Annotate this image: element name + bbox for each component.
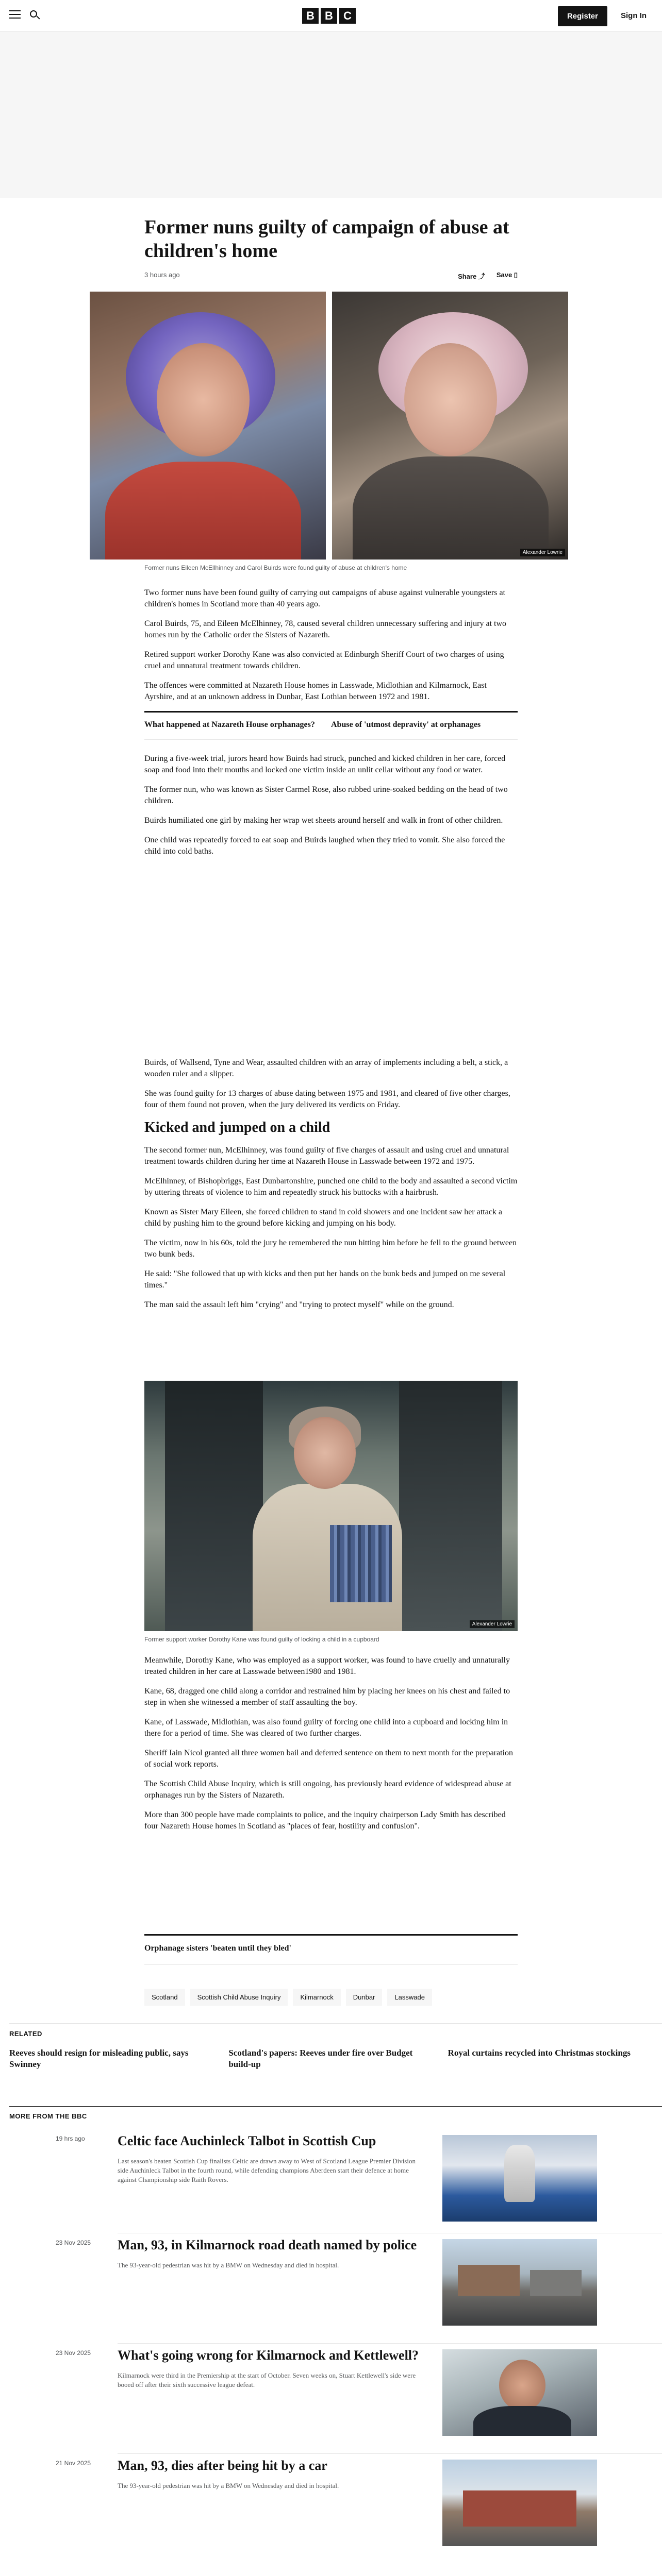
inline-image: [144, 1381, 518, 1643]
bookmark-icon: ▯: [514, 271, 518, 279]
article-header: [144, 215, 518, 281]
advert-slot: [0, 32, 662, 198]
list-item[interactable]: 23 Nov 2025 Man, 93, in Kilmarnock road death named by police The 93-year-old pedestrian was hit by a BMW on Wednesday and died in hospital.: [56, 2239, 643, 2315]
related-item[interactable]: Royal curtains recycled into Christmas stockings: [448, 2048, 631, 2058]
tag[interactable]: Lasswade: [387, 1989, 432, 2006]
article-body-3: Meanwhile, Dorothy Kane, who was employed as a support worker, was found to have cruelly and unnaturally treated children in her care at Lasswade between1980 and 1981. Kane, 68, dragged one child along a corridor and restrained him by placing her knees on his chest and failed to step in when she witnessed a member of staff assaulting the boy. Kane, of Lasswade, Midlothian, was also found guilty of forcing one child into a cupboard and locking him in there for a period of time. She was cleared of two further charges. Sheriff Iain Nicol granted all three women bail and deferred sentence on them to next month for the preparation of social work reports. The Scottish Child Abuse Inquiry, which is still ongoing, has previously heard evidence of widespread abuse at orphanages run by the Sisters of Nazareth. More than 300 people have made complaints to police, and the inquiry chairperson Lady Smith has described four Nazareth House homes in Scotland as "places of fear, hostility and confusion".: [144, 1656, 513, 1831]
list-item[interactable]: 23 Nov 2025 What's going wrong for Kilmarnock and Kettlewell? Kilmarnock were third in the Premiership at the start of October. Seven weeks on, Stuart Kettlewell's side were booed off after their sixth successive league defeat.: [56, 2349, 643, 2426]
sign-in-link[interactable]: Sign In: [621, 11, 647, 20]
photo-right: [332, 292, 568, 560]
hero-image: [90, 292, 568, 560]
photo-left: [90, 292, 326, 560]
related-item[interactable]: Scotland's papers: Reeves under fire over Budget build-up: [228, 2048, 413, 2069]
share-button[interactable]: Share ⤴: [458, 273, 485, 280]
more-label: MORE FROM THE BBC: [9, 2112, 87, 2120]
register-button[interactable]: Register: [558, 6, 607, 26]
image-caption: Former support worker Dorothy Kane was found guilty of locking a child in a cupboard: [144, 1636, 379, 1643]
thumbnail: [442, 2239, 597, 2326]
article-body-1: Two former nuns have been found guilty of carrying out campaigns of abuse against vulnerable youngsters at children's homes in Scotland more than 40 years ago. Carol Buirds, 75, and Eileen McElhinney, 78, caused several children unnecessary suffering and injury at two homes run by the Catholic order the Sisters of Nazareth. Retired support worker Dorothy Kane was also convicted at Edinburgh Sheriff Court of two charges of using cruel and unnatural treatment towards children. The offences were committed at Nazareth House homes in Lasswade, Midlothian and Kilmarnock, East Ayrshire, and at an unknown address in Dunbar, East Lothian between 1972 and 1981. What happened at Nazareth House orphanages? Abuse of 'utmost depravity' at orphanages During a five-week trial, jurors heard how Buirds had struck, punched and kicked children in her care, forced soap and food into their mouths and locked one victim inside an unlit cellar without any food or water. The former nun, who was known as Sister Carmel Rose, also rubbed urine-soaked bedding on the head of two children. Buirds humiliated one girl by making her wrap wet sheets around herself and walk in front of other children. One child was repeatedly forced to eat soap and Buirds laughed when they tried to vomit. She also forced the child into cold baths.: [144, 587, 518, 866]
thumbnail: [442, 2349, 597, 2436]
orphanage-link[interactable]: Orphanage sisters 'beaten until they bled': [144, 1934, 518, 1965]
list-item[interactable]: 19 hrs ago Celtic face Auchinleck Talbot in Scottish Cup Last season's beaten Scottish Cup finalists Celtic are drawn away to West of Scotland League Premier Division side Auchinleck Talbot in the fourth round, while defending champions Aberdeen start their defence at home against Championship side Raith Rovers.: [56, 2135, 643, 2211]
list-item[interactable]: 21 Nov 2025 Man, 93, dies after being hit by a car The 93-year-old pedestrian was hit by a BMW on Wednesday and died in hospital.: [56, 2460, 643, 2536]
related-item[interactable]: Reeves should resign for misleading public, says Swinney: [9, 2048, 189, 2069]
page-title: Former nuns guilty of campaign of abuse at children's home: [144, 216, 509, 262]
tag[interactable]: Dunbar: [346, 1989, 383, 2006]
related-link[interactable]: Abuse of 'utmost depravity' at orphanages: [331, 720, 481, 729]
topic-tags: [144, 1989, 518, 2006]
save-button[interactable]: Save ▯: [496, 271, 518, 279]
timestamp: 3 hours ago: [144, 271, 180, 279]
tag[interactable]: Kilmarnock: [293, 1989, 340, 2006]
tag[interactable]: Scotland: [144, 1989, 185, 2006]
image-caption: Former nuns Eileen McEllhinney and Carol Buirds were found guilty of abuse at children's home: [144, 564, 407, 571]
tag[interactable]: Scottish Child Abuse Inquiry: [190, 1989, 288, 2006]
section-heading: Kicked and jumped on a child: [144, 1120, 330, 1136]
article-body-2: Buirds, of Wallsend, Tyne and Wear, assaulted children with an array of implements including a belt, a stick, a wooden ruler and a slipper. She was found guilty for 13 charges of abuse dating between 1975 and 1981, and cleared of five other charges, four of them found not proven, when the jury delivered its verdicts on Friday. Kicked and jumped on a child The second former nun, McElhinney, was found guilty of five charges of assault and using cruel and unnatural treatment towards children during her time at Nazareth House in Lasswade between 1972 and 1975. McElhinney, of Bishopbriggs, East Dunbartonshire, punched one child to the body and assaulted a second victim by uttering threats of violence to him and repeatedly struck his buttocks with a hairbrush. Known as Sister Mary Eileen, she forced children to stand in cold showers and one incident saw her attack a child by pushing him to the ground before kicking and jumping on his body. The victim, now in his 60s, told the jury he remembered the nun hitting him before he fell to the ground between two bunk beds. He said: "She followed that up with kicks and then put her hands on the bunk beds and jumped on me several times." The man said the assault left him "crying" and "trying to protect myself" while on the ground.: [144, 1058, 518, 1309]
related-links-box: [144, 711, 518, 740]
image-credit: Alexander Lowrie: [520, 549, 565, 556]
related-link[interactable]: What happened at Nazareth House orphanages?: [144, 720, 315, 729]
bbc-logo[interactable]: B B C: [302, 8, 356, 24]
thumbnail: [442, 2460, 597, 2546]
related-row: [9, 2047, 653, 2070]
related-label: RELATED: [9, 2030, 42, 2038]
site-header: [0, 0, 662, 32]
menu-icon[interactable]: [9, 10, 21, 20]
share-icon: ⤴: [478, 273, 485, 280]
search-icon[interactable]: [29, 9, 41, 22]
divider: [9, 2106, 662, 2107]
thumbnail: [442, 2135, 597, 2222]
image-credit: Alexander Lowrie: [470, 1620, 515, 1628]
